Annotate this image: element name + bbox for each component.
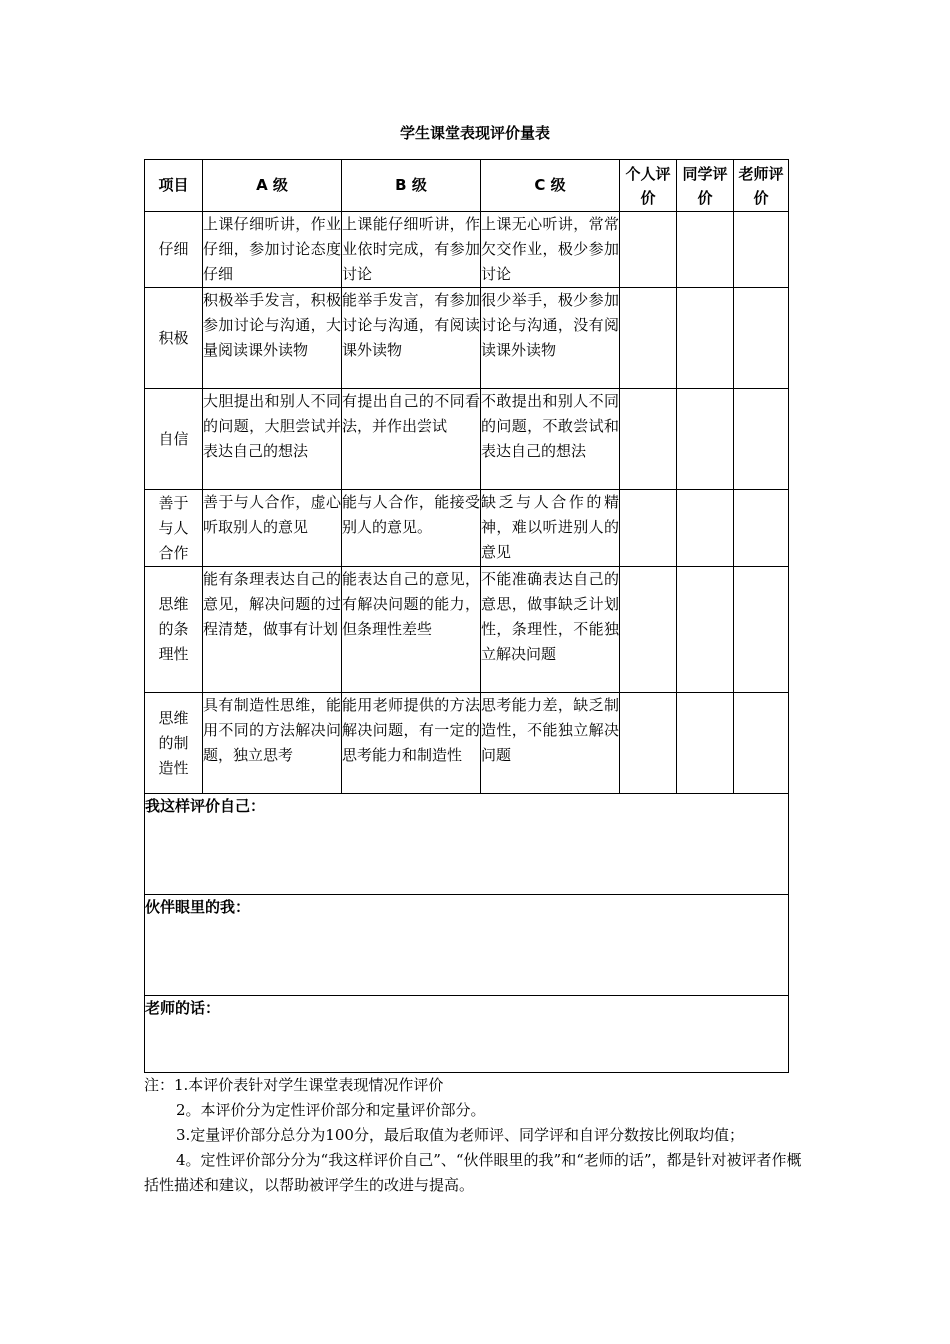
row-item: 积极 (145, 288, 203, 389)
row-item: 自信 (145, 389, 203, 490)
header-a-level: A 级 (203, 160, 342, 212)
teacher-eval-cell[interactable] (734, 288, 789, 389)
self-eval-cell[interactable] (620, 389, 677, 490)
peer-eval-cell[interactable] (677, 288, 734, 389)
teacher-comment-label: 老师的话： (145, 999, 221, 1017)
row-b-desc: 能举手发言，有参加讨论与沟通，有阅读课外读物 (342, 288, 481, 389)
peer-comment-row (145, 895, 789, 996)
row-a-desc: 具有制造性思维，能用不同的方法解决问题，独立思考 (203, 693, 342, 794)
teacher-eval-cell[interactable] (734, 490, 789, 567)
peer-eval-cell[interactable] (677, 567, 734, 693)
row-b-desc: 能表达自己的意见，有解决问题的能力，但条理性差些 (342, 567, 481, 693)
self-eval-cell[interactable] (620, 693, 677, 794)
self-eval-cell[interactable] (620, 490, 677, 567)
header-self-eval: 个人评价 (620, 160, 677, 212)
notes (144, 1073, 806, 1198)
row-a-desc: 善于与人合作，虚心听取别人的意见 (203, 490, 342, 567)
row-c-desc: 思考能力差，缺乏制造性，不能独立解决问题 (481, 693, 620, 794)
row-a-desc: 大胆提出和别人不同的问题，大胆尝试并表达自己的想法 (203, 389, 342, 490)
teacher-comment-area[interactable] (145, 996, 789, 1073)
teacher-eval-cell[interactable] (734, 567, 789, 693)
row-b-desc: 能用老师提供的方法解决问题，有一定的思考能力和制造性 (342, 693, 481, 794)
row-b-desc: 能与人合作，能接受别人的意见。 (342, 490, 481, 567)
header-b-level: B 级 (342, 160, 481, 212)
row-item: 思维的制造性 (145, 693, 203, 794)
note-line: 注：1.本评价表针对学生课堂表现情况作评价 (144, 1076, 444, 1094)
self-comment-label: 我这样评价自己： (145, 797, 266, 815)
table-row (145, 567, 789, 693)
page-title: 学生课堂表现评价量表 (399, 124, 550, 142)
table-row (145, 212, 789, 288)
table-row (145, 490, 789, 567)
note-line: 3.定量评价部分总分为100分，最后取值为老师评、同学评和自评分数按比例取均值； (176, 1126, 744, 1144)
peer-eval-cell[interactable] (677, 389, 734, 490)
peer-eval-cell[interactable] (677, 693, 734, 794)
row-item: 仔细 (145, 212, 203, 288)
self-eval-cell[interactable] (620, 212, 677, 288)
evaluation-table (144, 159, 789, 1073)
row-c-desc: 很少举手，极少参加讨论与沟通，没有阅读课外读物 (481, 288, 620, 389)
header-teacher-eval: 老师评价 (734, 160, 789, 212)
peer-eval-cell[interactable] (677, 490, 734, 567)
row-a-desc: 积极举手发言，积极参加讨论与沟通，大量阅读课外读物 (203, 288, 342, 389)
row-b-desc: 上课能仔细听讲，作业依时完成，有参加讨论 (342, 212, 481, 288)
header-item: 项目 (145, 160, 203, 212)
teacher-eval-cell[interactable] (734, 693, 789, 794)
teacher-comment-row (145, 996, 789, 1073)
self-eval-cell[interactable] (620, 288, 677, 389)
peer-eval-cell[interactable] (677, 212, 734, 288)
header-row (145, 160, 789, 212)
header-c-level: C 级 (481, 160, 620, 212)
row-c-desc: 不敢提出和别人不同的问题，不敢尝试和表达自己的想法 (481, 389, 620, 490)
row-c-desc: 不能准确表达自己的意思，做事缺乏计划性，条理性，不能独立解决问题 (481, 567, 620, 693)
self-comment-area[interactable] (145, 794, 789, 895)
row-c-desc: 缺乏与人合作的精神，难以听进别人的意见 (481, 490, 620, 567)
peer-comment-label: 伙伴眼里的我： (145, 898, 251, 916)
peer-comment-area[interactable] (145, 895, 789, 996)
row-item: 思维的条理性 (145, 567, 203, 693)
teacher-eval-cell[interactable] (734, 389, 789, 490)
table-row (145, 693, 789, 794)
row-a-desc: 能有条理表达自己的意见，解决问题的过程清楚，做事有计划 (203, 567, 342, 693)
note-line: 2。本评价分为定性评价部分和定量评价部分。 (176, 1101, 486, 1119)
row-b-desc: 有提出自己的不同看法，并作出尝试 (342, 389, 481, 490)
table-row (145, 288, 789, 389)
note-line: 4。定性评价部分分为“我这样评价自己”、“伙伴眼里的我”和“老师的话”，都是针对被评者作概括性描述和建议，以帮助被评学生的改进与提高。 (144, 1151, 802, 1194)
row-a-desc: 上课仔细听讲，作业仔细，参加讨论态度仔细 (203, 212, 342, 288)
self-comment-row (145, 794, 789, 895)
row-item: 善于与人合作 (145, 490, 203, 567)
self-eval-cell[interactable] (620, 567, 677, 693)
table-row (145, 389, 789, 490)
header-peer-eval: 同学评价 (677, 160, 734, 212)
row-c-desc: 上课无心听讲，常常欠交作业，极少参加讨论 (481, 212, 620, 288)
teacher-eval-cell[interactable] (734, 212, 789, 288)
